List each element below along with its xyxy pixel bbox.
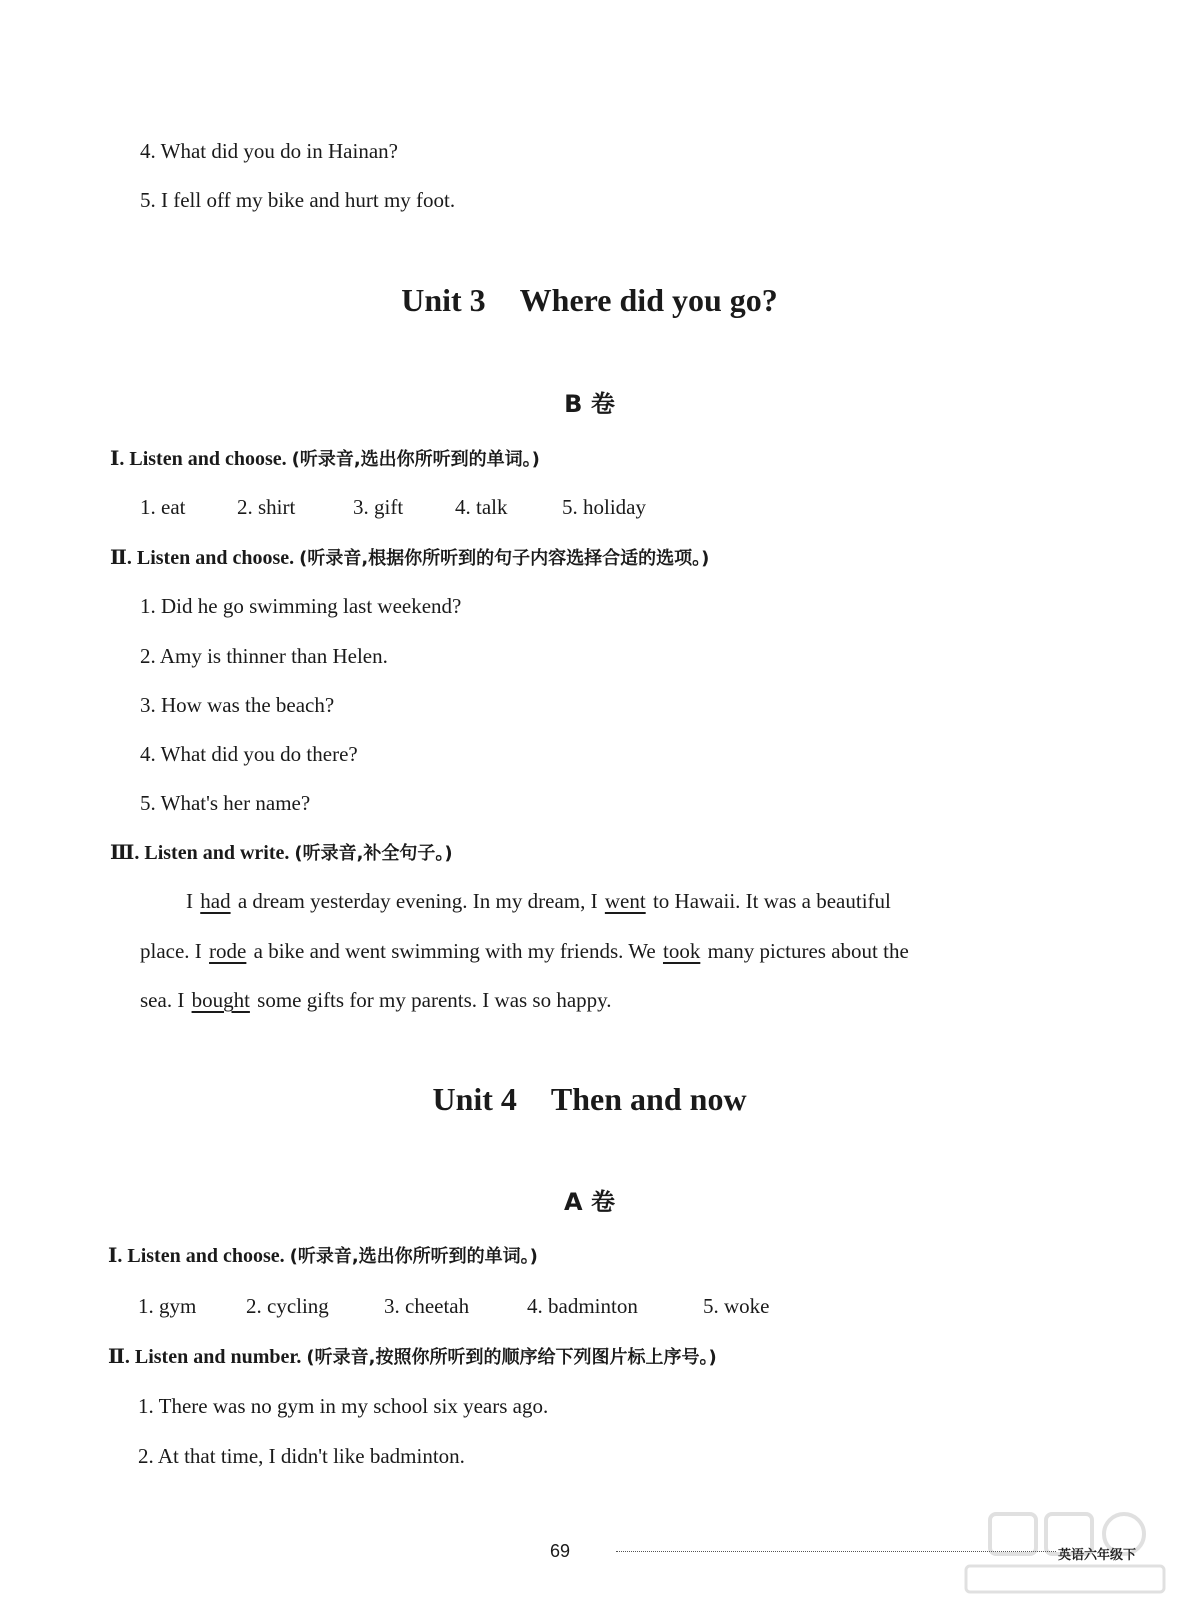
section-instruction: (听录音,选出你所听到的单词。) [291, 449, 540, 470]
section-instruction: (听录音,补全句子。) [294, 843, 453, 864]
list-item: 2. At that time, I didn't like badminton. [138, 1444, 465, 1468]
answer-blank: took [662, 939, 701, 963]
unit3-name: Where did you go? [519, 282, 778, 318]
word-item: 2. shirt [237, 495, 296, 519]
unit4-title [0, 1083, 1179, 1115]
list-item: 3. How was the beach? [140, 693, 335, 717]
passage-text: a bike and went swimming with my friends. We [248, 939, 661, 963]
section-instruction: (听录音,根据你所听到的句子内容选择合适的选项。) [299, 548, 710, 569]
unit3-number: Unit 3 [401, 282, 486, 318]
unit4-number: Unit 4 [432, 1081, 517, 1117]
answer-blank: rode [209, 939, 247, 963]
page-number: 69 [550, 1541, 571, 1561]
unit4-section1-heading [108, 1246, 538, 1266]
passage-text: some gifts for my parents. I was so happy. [251, 988, 612, 1012]
unit3-title [0, 284, 1179, 316]
list-item: 5. What's her name? [140, 791, 311, 815]
passage-text: I [186, 889, 199, 913]
footer-book-title: 英语六年级下 [1058, 1548, 1137, 1563]
passage-text: a dream yesterday evening. In my dream, I [232, 889, 603, 913]
list-item: 1. Did he go swimming last weekend? [140, 594, 462, 618]
roman-numeral: Ⅱ [110, 547, 127, 569]
roman-numeral: Ⅲ [110, 842, 135, 864]
footer-divider [616, 1551, 1056, 1552]
unit4-section2-heading [108, 1347, 717, 1367]
unit4-word-list [138, 1296, 770, 1317]
list-item: 4. What did you do there? [140, 742, 358, 766]
passage-text: sea. I [140, 988, 190, 1012]
passage-text: many pictures about the [702, 939, 909, 963]
answer-blank: bought [191, 988, 250, 1012]
section-instruction: (听录音,选出你所听到的单词。) [289, 1246, 538, 1267]
word-item: 1. eat [140, 495, 186, 519]
unit3-section1-heading [110, 449, 540, 469]
section-title: . Listen and choose. [126, 547, 300, 569]
word-item: 3. cheetah [384, 1294, 470, 1318]
answer-blank: went [604, 889, 646, 913]
word-item: 4. badminton [527, 1294, 638, 1318]
unit3-section3-heading [110, 843, 453, 863]
section-title: . Listen and write. [134, 842, 295, 864]
passage-line-2 [140, 941, 909, 962]
passage-text: place. I [140, 939, 208, 963]
list-item: 2. Amy is thinner than Helen. [140, 644, 388, 668]
answer-line-5: 5. I fell off my bike and hurt my foot. [140, 188, 456, 212]
word-item: 4. talk [455, 495, 508, 519]
passage-line-3 [140, 990, 612, 1011]
unit3-word-list [140, 497, 646, 518]
answer-blank: had [200, 889, 231, 913]
section-instruction: (听录音,按照你所听到的顺序给下列图片标上序号。) [306, 1347, 717, 1368]
word-item: 5. woke [703, 1294, 770, 1318]
roman-numeral: Ⅰ [110, 448, 120, 470]
word-item: 3. gift [353, 495, 404, 519]
unit4-paper-label: A 卷 [564, 1188, 615, 1216]
word-item: 2. cycling [246, 1294, 329, 1318]
list-item: 1. There was no gym in my school six years ago. [138, 1394, 549, 1418]
word-item: 5. holiday [562, 495, 646, 519]
word-item: 1. gym [138, 1294, 197, 1318]
passage-text: to Hawaii. It was a beautiful [647, 889, 891, 913]
section-title: . Listen and number. [124, 1346, 307, 1368]
roman-numeral: Ⅱ [108, 1346, 125, 1368]
section-title: . Listen and choose. [119, 448, 292, 470]
unit4-name: Then and now [550, 1081, 747, 1117]
unit3-paper-label: B 卷 [564, 390, 615, 418]
roman-numeral: Ⅰ [108, 1245, 118, 1267]
answer-line-4: 4. What did you do in Hainan? [140, 139, 398, 163]
unit3-section2-heading [110, 548, 709, 568]
section-title: . Listen and choose. [117, 1245, 290, 1267]
passage-line-1 [186, 891, 891, 912]
